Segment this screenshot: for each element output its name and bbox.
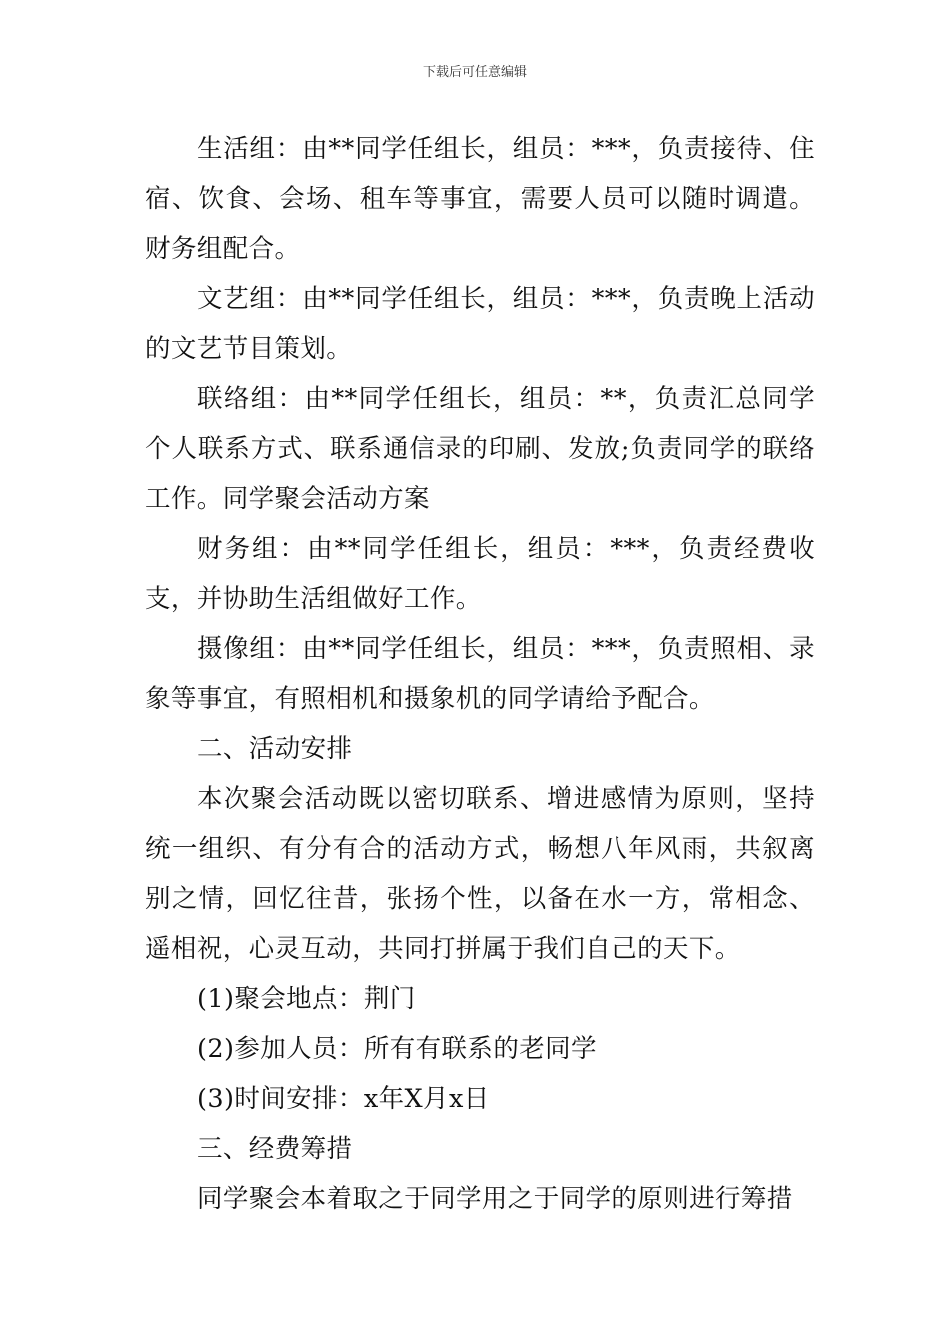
list-item-participants: (2)参加人员：所有有联系的老同学 [197,1034,597,1064]
paragraph-arts-group: 文艺组：由**同学任组长，组员：***，负责晚上活动的文艺节目策划。 [145,284,815,364]
paragraph-life-group: 生活组：由**同学任组长，组员：***，负责接待、住宿、饮食、会场、租车等事宜，需要人员可以随时调遣。财务组配合。 [145,134,815,264]
paragraph-activity-principle: 本次聚会活动既以密切联系、增进感情为原则，坚持统一组织、有分有合的活动方式，畅想八年风雨，共叙离别之情，回忆往昔，张扬个性，以备在水一方，常相念、遥相祝，心灵互动，共同打拼属于我们自己的天下。 [145,784,815,964]
paragraph-finance-group: 财务组：由**同学任组长，组员：***，负责经费收支，并协助生活组做好工作。 [145,534,815,614]
paragraph-funding: 同学聚会本着取之于同学用之于同学的原则进行筹措 [197,1184,793,1214]
paragraph-contact-group: 联络组：由**同学任组长，组员：**，负责汇总同学个人联系方式、联系通信录的印刷、发放;负责同学的联络工作。同学聚会活动方案 [145,384,815,514]
list-item-time: (3)时间安排：x年X月x日 [197,1084,490,1114]
paragraph-camera-group: 摄像组：由**同学任组长，组员：***，负责照相、录象等事宜，有照相机和摄象机的同学请给予配合。 [145,634,815,714]
section-heading-activity: 二、活动安排 [197,734,353,764]
section-heading-funding: 三、经费筹措 [197,1134,353,1164]
document-body [145,124,815,1224]
list-item-location: (1)聚会地点：荆门 [197,984,416,1014]
page-header: 下载后可任意编辑 [422,65,527,80]
